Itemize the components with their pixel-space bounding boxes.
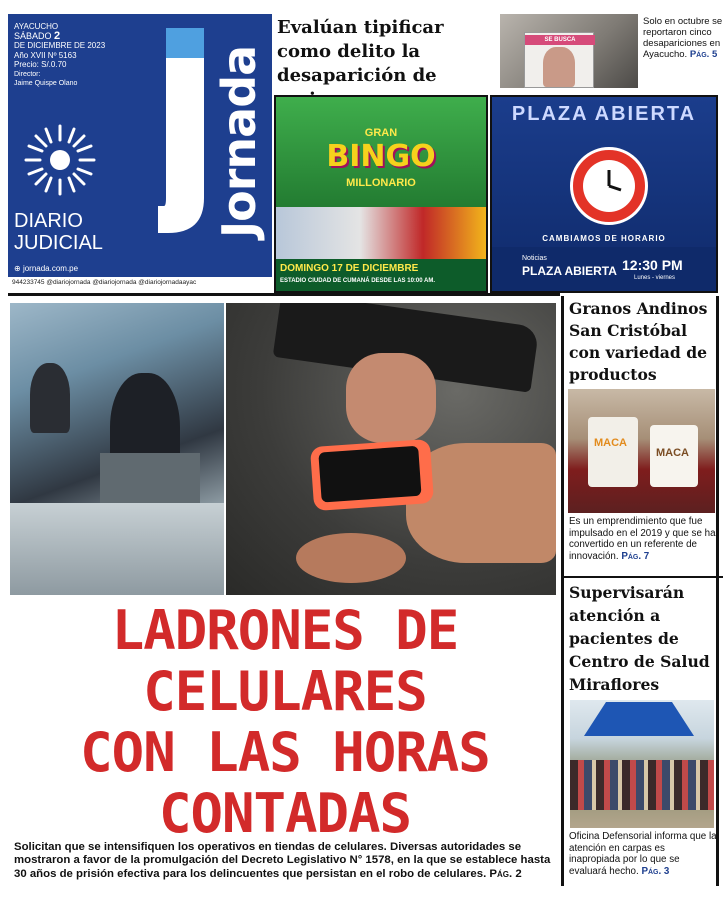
- masthead: [8, 14, 272, 290]
- side-story-1-text: Es un emprendimiento que fue impulsado en el 2019 y que se ha convertido en un referente de innovación. Pág. 7: [569, 516, 716, 562]
- page-ref: Pág. 5: [689, 49, 718, 60]
- plaza-logo: Noticias PLAZA ABIERTA: [522, 255, 617, 278]
- tagline: DIARIO JUDICIAL: [14, 210, 103, 254]
- j-logo-icon: [158, 28, 210, 233]
- divider: [8, 293, 560, 296]
- schedule-change: CAMBIAMOS DE HORARIO: [542, 234, 666, 243]
- side-story-2-text: Oficina Defensorial informa que la atención en carpas es inapropiada por lo que se evaluará hecho. Pág. 3: [569, 831, 717, 877]
- logo-wordmark: Jornada: [212, 45, 266, 238]
- page-ref: Pág. 3: [641, 865, 670, 877]
- broadcast-days: Lunes - viernes: [634, 275, 676, 281]
- health-center-photo: [570, 700, 714, 828]
- bingo-subtitle: MILLONARIO: [346, 177, 416, 189]
- sun-emblem-icon: [22, 122, 98, 198]
- top-story-caption: Solo en octubre se reportaron cinco desapariciones en Ayacucho. Pág. 5: [643, 16, 723, 60]
- director-label: Director:: [14, 70, 41, 78]
- top-story-title: Evalúan tipificar como delito la desaparición de: [277, 17, 444, 86]
- prizes-image: [276, 207, 486, 259]
- side-story-1-title: Granos Andinos San Cristóbal con variedad de productos: [569, 299, 708, 384]
- date-rest: DE DICIEMBRE DE 2023: [14, 41, 106, 50]
- director-name: Jaime Quispe Olano: [14, 80, 78, 87]
- divider: [563, 576, 723, 578]
- side-story-2-title: Supervisarán atención a pacientes de Centro de Salud Miraflores: [569, 583, 710, 694]
- website[interactable]: ⊕ jornada.com.pe: [14, 264, 79, 273]
- alarm-clock-icon: [570, 147, 648, 225]
- maca-products-photo: MACA MACA: [568, 389, 715, 513]
- bingo-ad: GRAN BINGO MILLONARIO DOMINGO 17 DE DICIEMBRE ESTADIO CIUDAD DE CUMANÁ DESDE LAS 10:00 AM.: [274, 95, 488, 293]
- edition-info: [14, 22, 105, 89]
- broadcast-time: 12:30 PM: [622, 257, 683, 273]
- phone-robbery-photo: [226, 303, 556, 595]
- main-lead: Solicitan que se intensifiquen los operativos en tiendas de celulares. Diversas autoridades se mostraron a favor de la promulgación del Decreto Legislativo N° 1578, en la que se establece hasta 30 años de prisión efectiva para los delincuentes que persistan en el robo de celulares. Pág. 2: [14, 841, 551, 880]
- price: Precio: S/.0.70: [14, 60, 67, 69]
- edition-number: Año XVII Nº 5163: [14, 50, 77, 60]
- plaza-header: PLAZA ABIERTA: [511, 103, 697, 125]
- social-bar: 944233745 @diariojornada @diariojornada @diariojornadaayac: [8, 277, 272, 290]
- police-operation-photo: [10, 303, 224, 595]
- plaza-abierta-ad: [490, 95, 718, 293]
- top-story-photo: [500, 14, 638, 88]
- main-headline: LADRONES DE CELULARES CON LAS HORAS CONTADAS: [80, 599, 490, 845]
- date-line: SÁBADO 2: [14, 29, 61, 42]
- bingo-date-bar: DOMINGO 17 DE DICIEMBRE ESTADIO CIUDAD DE CUMANÁ DESDE LAS 10:00 AM.: [276, 259, 486, 293]
- bingo-title: BINGO: [326, 139, 436, 174]
- missing-person-sign: SE BUSCA: [524, 32, 594, 88]
- page-ref: Pág. 7: [621, 550, 650, 562]
- city: AYACUCHO: [14, 22, 59, 31]
- divider: [561, 296, 564, 886]
- page-ref: Pág. 2: [489, 867, 522, 880]
